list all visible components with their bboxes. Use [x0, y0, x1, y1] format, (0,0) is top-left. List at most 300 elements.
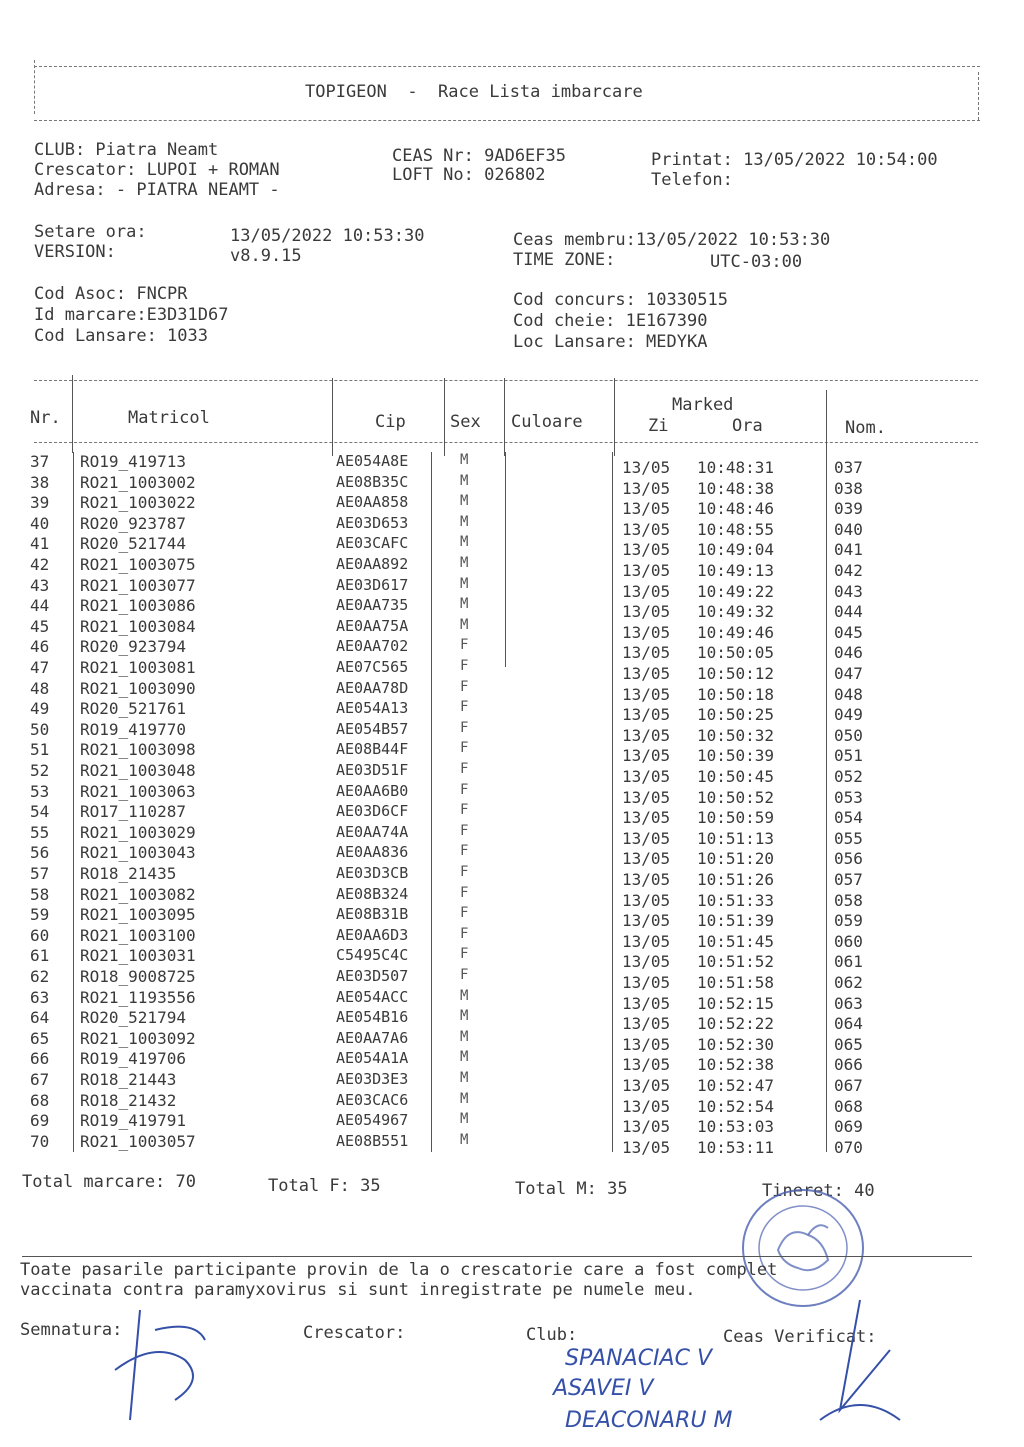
table-row	[0, 719, 1024, 745]
cell-ora: 10:48:46	[697, 499, 775, 519]
cell-cip: AE03D3E3	[336, 1070, 409, 1088]
cell-cip: AE0AA892	[336, 555, 409, 573]
cod-cheie: Cod cheie: 1E167390	[513, 311, 708, 331]
table-row	[0, 1008, 1024, 1034]
cell-nr: 58	[30, 884, 50, 904]
cell-sex: M	[460, 987, 469, 1004]
table-row	[0, 1131, 1024, 1157]
time-zone-label: TIME ZONE:	[513, 250, 616, 270]
cell-nr: 64	[30, 1008, 50, 1028]
table-row	[0, 843, 1024, 869]
table-row	[0, 616, 1024, 642]
ceas-verificat-label: Ceas Verificat:	[723, 1327, 877, 1347]
cell-matricol: RO20_923787	[80, 513, 186, 533]
cell-ora: 10:48:38	[697, 478, 775, 498]
cell-nom: 065	[834, 1034, 863, 1054]
total-m: Total M: 35	[515, 1179, 628, 1199]
cell-ora: 10:51:26	[697, 870, 775, 889]
table-row	[0, 1090, 1024, 1116]
cell-cip: AE054A1A	[336, 1049, 409, 1068]
cell-matricol: RO19_419706	[80, 1049, 186, 1069]
cell-sex: F	[460, 967, 469, 983]
cell-nom: 057	[834, 870, 863, 889]
crescator-label: Crescator:	[303, 1323, 406, 1343]
table-row	[0, 575, 1024, 601]
setare-ora-value: 13/05/2022 10:53:30	[230, 226, 425, 246]
cell-sex: F	[460, 637, 469, 654]
cell-cip: AE03CAFC	[336, 534, 409, 553]
cell-zi: 13/05	[622, 705, 671, 725]
cell-cip: AE0AA702	[336, 637, 409, 656]
adresa-line: Adresa: - PIATRA NEAMT -	[34, 180, 280, 200]
cell-matricol: RO21_1003043	[80, 843, 196, 863]
cell-cip: AE054A13	[336, 699, 409, 718]
cell-zi: 13/05	[622, 1117, 671, 1137]
cell-sex: M	[460, 575, 469, 592]
col-culoare-header: Culoare	[511, 412, 583, 432]
cell-ora: 10:53:03	[697, 1117, 775, 1137]
cell-cip: AE0AA74A	[336, 822, 409, 841]
cell-matricol: RO18_21432	[80, 1090, 177, 1110]
table-row	[0, 513, 1024, 539]
cell-sex: F	[460, 905, 469, 922]
cell-nr: 54	[30, 802, 50, 822]
cell-sex: F	[460, 740, 469, 757]
cell-nom: 067	[834, 1076, 863, 1095]
total-tineret: Tineret: 40	[762, 1181, 875, 1201]
cell-nr: 61	[30, 946, 50, 966]
cell-zi: 13/05	[622, 911, 671, 931]
cell-nr: 50	[30, 719, 50, 739]
cell-matricol: RO21_1003095	[80, 905, 196, 925]
cell-nom: 063	[834, 993, 863, 1013]
cell-zi: 13/05	[622, 1034, 671, 1054]
cell-matricol: RO21_1003075	[80, 555, 196, 574]
cell-sex: M	[460, 555, 469, 571]
cell-nom: 039	[834, 499, 863, 519]
cell-cip: AE0AA6B0	[336, 781, 409, 800]
cell-nr: 43	[30, 575, 50, 595]
cell-matricol: RO20_521761	[80, 699, 186, 719]
cell-nr: 52	[30, 761, 50, 780]
cell-zi: 13/05	[622, 664, 671, 683]
cell-sex: M	[460, 1028, 469, 1045]
cell-matricol: RO21_1193556	[80, 987, 196, 1007]
table-row	[0, 699, 1024, 725]
cell-ora: 10:51:33	[697, 890, 775, 910]
cell-zi: 13/05	[622, 1055, 671, 1075]
table-row	[0, 637, 1024, 663]
cell-ora: 10:51:52	[697, 952, 775, 972]
col-sex-header: Sex	[450, 412, 481, 432]
cell-nom: 064	[834, 1014, 863, 1034]
cell-cip: AE03D653	[336, 513, 409, 532]
cell-sex: M	[460, 1070, 469, 1086]
table-row	[0, 1070, 1024, 1095]
cell-ora: 10:53:11	[697, 1137, 775, 1157]
cell-sex: M	[460, 534, 469, 551]
cell-zi: 13/05	[622, 581, 671, 601]
cell-sex: M	[460, 1090, 469, 1107]
cell-matricol: RO21_1003022	[80, 493, 196, 513]
cell-matricol: RO17_110287	[80, 802, 186, 822]
cell-nom: 047	[834, 664, 863, 683]
table-row	[0, 781, 1024, 807]
table-row	[0, 761, 1024, 786]
cell-nr: 47	[30, 658, 50, 677]
cell-ora: 10:48:55	[697, 519, 775, 539]
cell-ora: 10:49:04	[697, 540, 775, 560]
cell-nom: 066	[834, 1055, 863, 1075]
cod-lansare: Cod Lansare: 1033	[34, 326, 208, 346]
cell-nom: 060	[834, 931, 863, 951]
cell-cip: AE08B44F	[336, 740, 409, 759]
cell-sex: M	[460, 493, 469, 510]
version-label: VERSION:	[34, 242, 116, 262]
table-row	[0, 884, 1024, 910]
cell-matricol: RO20_521744	[80, 534, 186, 554]
table-row	[0, 472, 1024, 498]
table-row	[0, 925, 1024, 951]
cell-cip: C5495C4C	[336, 946, 409, 965]
cell-cip: AE054A8E	[336, 452, 409, 470]
cell-nom: 069	[834, 1117, 863, 1137]
telefon: Telefon:	[651, 170, 733, 190]
cell-nr: 38	[30, 472, 50, 492]
table-row	[0, 822, 1024, 848]
cell-sex: M	[460, 513, 469, 530]
cell-cip: AE0AA6D3	[336, 925, 409, 944]
cell-nr: 67	[30, 1070, 50, 1089]
loft-no: LOFT No: 026802	[392, 165, 546, 185]
cell-nom: 053	[834, 787, 863, 807]
table-row	[0, 534, 1024, 560]
table-row	[0, 596, 1024, 622]
cell-ora: 10:49:22	[697, 581, 775, 601]
col-cip-header: Cip	[375, 412, 406, 432]
cell-matricol: RO21_1003077	[80, 575, 196, 595]
table-row	[0, 905, 1024, 931]
table-row	[0, 802, 1024, 828]
cell-zi: 13/05	[622, 1096, 671, 1116]
cell-ora: 10:48:31	[697, 458, 775, 477]
col-zi-header: Zi	[648, 416, 669, 436]
cell-ora: 10:52:30	[697, 1034, 775, 1054]
cell-cip: AE0AA7A6	[336, 1028, 409, 1047]
cell-zi: 13/05	[622, 643, 671, 663]
cell-matricol: RO20_923794	[80, 637, 186, 657]
cell-ora: 10:51:45	[697, 931, 775, 951]
cell-nom: 068	[834, 1096, 863, 1116]
cell-nom: 062	[834, 973, 863, 992]
cell-ora: 10:52:54	[697, 1096, 775, 1116]
cell-nom: 041	[834, 540, 863, 560]
table-row	[0, 658, 1024, 683]
cell-zi: 13/05	[622, 1014, 671, 1034]
total-marcare: Total marcare: 70	[22, 1172, 196, 1192]
table-row	[0, 555, 1024, 580]
cell-matricol: RO21_1003086	[80, 596, 196, 616]
cell-sex: M	[460, 452, 469, 468]
cod-concurs: Cod concurs: 10330515	[513, 290, 728, 310]
table-row	[0, 864, 1024, 889]
cell-nom: 043	[834, 581, 863, 601]
table-row	[0, 967, 1024, 992]
cell-sex: F	[460, 658, 469, 674]
cell-ora: 10:51:58	[697, 973, 775, 992]
table-row	[0, 1049, 1024, 1075]
cell-ora: 10:50:25	[697, 705, 775, 725]
cell-matricol: RO18_9008725	[80, 967, 196, 986]
col-nr-header: Nr.	[30, 408, 61, 428]
cell-cip: AE0AA78D	[336, 678, 409, 697]
table-row	[0, 946, 1024, 972]
cell-cip: AE03D51F	[336, 761, 409, 779]
cell-zi: 13/05	[622, 993, 671, 1013]
cell-matricol: RO21_1003002	[80, 472, 196, 492]
setare-ora-label: Setare ora:	[34, 222, 147, 242]
cell-zi: 13/05	[622, 602, 671, 622]
table-row	[0, 452, 1024, 477]
cell-nr: 60	[30, 925, 50, 945]
cell-matricol: RO21_1003098	[80, 740, 196, 760]
cell-nr: 40	[30, 513, 50, 533]
cell-nr: 48	[30, 678, 50, 698]
semnatura-label: Semnatura:	[20, 1320, 123, 1340]
cell-matricol: RO21_1003057	[80, 1131, 196, 1151]
cell-cip: AE08B31B	[336, 905, 409, 924]
cell-ora: 10:50:59	[697, 808, 775, 828]
cell-nr: 51	[30, 740, 50, 760]
cell-nom: 058	[834, 890, 863, 910]
cell-nom: 059	[834, 911, 863, 931]
cell-nr: 37	[30, 452, 50, 471]
cell-matricol: RO21_1003031	[80, 946, 196, 966]
verification-scribble	[800, 1290, 910, 1430]
club-line: CLUB: Piatra Neamt	[34, 140, 219, 160]
cell-ora: 10:52:47	[697, 1076, 775, 1095]
cell-zi: 13/05	[622, 540, 671, 560]
cell-cip: AE054B57	[336, 719, 409, 738]
cell-zi: 13/05	[622, 519, 671, 539]
cell-zi: 13/05	[622, 931, 671, 951]
cell-zi: 13/05	[622, 828, 671, 848]
cell-ora: 10:49:46	[697, 622, 775, 642]
cell-matricol: RO19_419791	[80, 1111, 186, 1131]
cell-ora: 10:52:38	[697, 1055, 775, 1075]
cell-sex: F	[460, 678, 469, 695]
cell-nom: 049	[834, 705, 863, 725]
cell-matricol: RO19_419770	[80, 719, 186, 739]
cell-nom: 054	[834, 808, 863, 828]
cell-zi: 13/05	[622, 458, 671, 477]
cell-ora: 10:49:13	[697, 561, 775, 580]
cell-nom: 040	[834, 519, 863, 539]
cell-cip: AE054B16	[336, 1008, 409, 1027]
cell-sex: M	[460, 616, 469, 633]
cell-zi: 13/05	[622, 1076, 671, 1095]
cell-nr: 45	[30, 616, 50, 636]
cell-sex: F	[460, 802, 469, 819]
cell-cip: AE0AA75A	[336, 616, 409, 635]
cell-zi: 13/05	[622, 849, 671, 869]
cell-matricol: RO18_21443	[80, 1070, 177, 1089]
cell-nr: 57	[30, 864, 50, 883]
table-row	[0, 678, 1024, 704]
cell-nr: 46	[30, 637, 50, 657]
cell-matricol: RO21_1003048	[80, 761, 196, 780]
cell-nom: 042	[834, 561, 863, 580]
col-matricol-header: Matricol	[128, 408, 210, 428]
cell-zi: 13/05	[622, 870, 671, 889]
col-marked-header: Marked	[672, 395, 734, 415]
cell-zi: 13/05	[622, 561, 671, 580]
cell-sex: F	[460, 864, 469, 880]
version-value: v8.9.15	[230, 246, 302, 266]
cell-cip: AE0AA836	[336, 843, 409, 862]
cell-sex: F	[460, 699, 469, 716]
cell-nr: 69	[30, 1111, 50, 1131]
cell-nom: 045	[834, 622, 863, 642]
handwritten-line-1: SPANACIAC V	[565, 1346, 712, 1371]
cell-ora: 10:50:39	[697, 746, 775, 766]
cell-sex: F	[460, 925, 469, 942]
cell-sex: F	[460, 884, 469, 901]
col-nom-header: Nom.	[845, 418, 886, 438]
signature-scribble	[95, 1300, 235, 1440]
cell-cip: AE03D507	[336, 967, 409, 985]
cell-matricol: RO21_1003084	[80, 616, 196, 636]
cell-ora: 10:52:15	[697, 993, 775, 1013]
cell-ora: 10:50:12	[697, 664, 775, 683]
cell-sex: F	[460, 946, 469, 963]
statement-line-2: vaccinata contra paramyxovirus si sunt inregistrate pe numele meu.	[20, 1280, 696, 1300]
cell-zi: 13/05	[622, 787, 671, 807]
cell-sex: F	[460, 781, 469, 798]
cell-matricol: RO18_21435	[80, 864, 177, 883]
cell-nr: 56	[30, 843, 50, 863]
cell-zi: 13/05	[622, 499, 671, 519]
cell-nr: 66	[30, 1049, 50, 1069]
cell-nr: 68	[30, 1090, 50, 1110]
cell-sex: M	[460, 1111, 469, 1128]
cell-zi: 13/05	[622, 973, 671, 992]
cell-nr: 62	[30, 967, 50, 986]
cell-ora: 10:51:20	[697, 849, 775, 869]
cell-zi: 13/05	[622, 952, 671, 972]
cell-nom: 051	[834, 746, 863, 766]
cell-nom: 052	[834, 767, 863, 786]
ceas-membru: Ceas membru:13/05/2022 10:53:30	[513, 230, 831, 250]
handwritten-line-2: ASAVEI V	[553, 1376, 654, 1401]
cell-ora: 10:51:13	[697, 828, 775, 848]
cell-ora: 10:52:22	[697, 1014, 775, 1034]
cell-sex: F	[460, 822, 469, 839]
cell-matricol: RO21_1003090	[80, 678, 196, 698]
cell-zi: 13/05	[622, 746, 671, 766]
cell-nom: 061	[834, 952, 863, 972]
table-row	[0, 1028, 1024, 1054]
page-title: TOPIGEON - Race Lista imbarcare	[305, 82, 643, 102]
table-row	[0, 493, 1024, 519]
cell-nr: 41	[30, 534, 50, 554]
cell-zi: 13/05	[622, 684, 671, 704]
cell-nom: 050	[834, 725, 863, 745]
cell-nr: 49	[30, 699, 50, 719]
cell-sex: M	[460, 596, 469, 613]
col-ora-header: Ora	[732, 416, 763, 436]
cell-cip: AE03D3CB	[336, 864, 409, 882]
printat: Printat: 13/05/2022 10:54:00	[651, 150, 938, 170]
club-label: Club:	[526, 1325, 578, 1345]
cell-zi: 13/05	[622, 1137, 671, 1157]
cell-ora: 10:51:39	[697, 911, 775, 931]
cell-nr: 65	[30, 1028, 50, 1048]
statement-line-1: Toate pasarile participante provin de la o crescatorie care a fost complet	[20, 1260, 778, 1280]
cell-cip: AE03D6CF	[336, 802, 409, 821]
cell-matricol: RO21_1003082	[80, 884, 196, 904]
total-f: Total F: 35	[268, 1176, 381, 1196]
cell-zi: 13/05	[622, 767, 671, 786]
cell-cip: AE054967	[336, 1111, 409, 1130]
cell-nom: 070	[834, 1137, 863, 1157]
ceas-nr: CEAS Nr: 9AD6EF35	[392, 146, 566, 166]
time-zone-value: UTC-03:00	[710, 252, 803, 272]
cell-nr: 39	[30, 493, 50, 513]
cell-ora: 10:50:52	[697, 787, 775, 807]
cell-ora: 10:50:45	[697, 767, 775, 786]
cell-nr: 44	[30, 596, 50, 616]
id-marcare: Id marcare:E3D31D67	[34, 305, 229, 325]
table-row	[0, 740, 1024, 766]
cell-ora: 10:50:05	[697, 643, 775, 663]
cell-matricol: RO21_1003100	[80, 925, 196, 945]
cell-matricol: RO19_419713	[80, 452, 186, 471]
cell-matricol: RO21_1003081	[80, 658, 196, 677]
cell-cip: AE054ACC	[336, 987, 409, 1006]
cell-sex: F	[460, 719, 469, 736]
cell-zi: 13/05	[622, 808, 671, 828]
cell-nom: 044	[834, 602, 863, 622]
cell-nr: 55	[30, 822, 50, 842]
cell-zi: 13/05	[622, 725, 671, 745]
table-row	[0, 1111, 1024, 1137]
cell-sex: M	[460, 1008, 469, 1025]
loc-lansare: Loc Lansare: MEDYKA	[513, 332, 708, 352]
cell-cip: AE08B324	[336, 884, 409, 903]
cell-nom: 038	[834, 478, 863, 498]
cell-ora: 10:50:32	[697, 725, 775, 745]
crescator-line: Crescator: LUPOI + ROMAN	[34, 160, 280, 180]
cell-matricol: RO20_521794	[80, 1008, 186, 1028]
cell-matricol: RO21_1003029	[80, 822, 196, 842]
table-row	[0, 987, 1024, 1013]
cell-cip: AE03D617	[336, 575, 409, 594]
cell-ora: 10:49:32	[697, 602, 775, 622]
cell-nr: 63	[30, 987, 50, 1007]
cell-sex: M	[460, 472, 469, 489]
cell-sex: F	[460, 761, 469, 777]
cell-sex: M	[460, 1131, 469, 1148]
cell-cip: AE03CAC6	[336, 1090, 409, 1109]
cell-nom: 048	[834, 684, 863, 704]
cell-cip: AE0AA735	[336, 596, 409, 615]
cell-cip: AE0AA858	[336, 493, 409, 512]
cell-zi: 13/05	[622, 478, 671, 498]
cell-nr: 70	[30, 1131, 50, 1151]
cell-zi: 13/05	[622, 622, 671, 642]
cell-nr: 59	[30, 905, 50, 925]
